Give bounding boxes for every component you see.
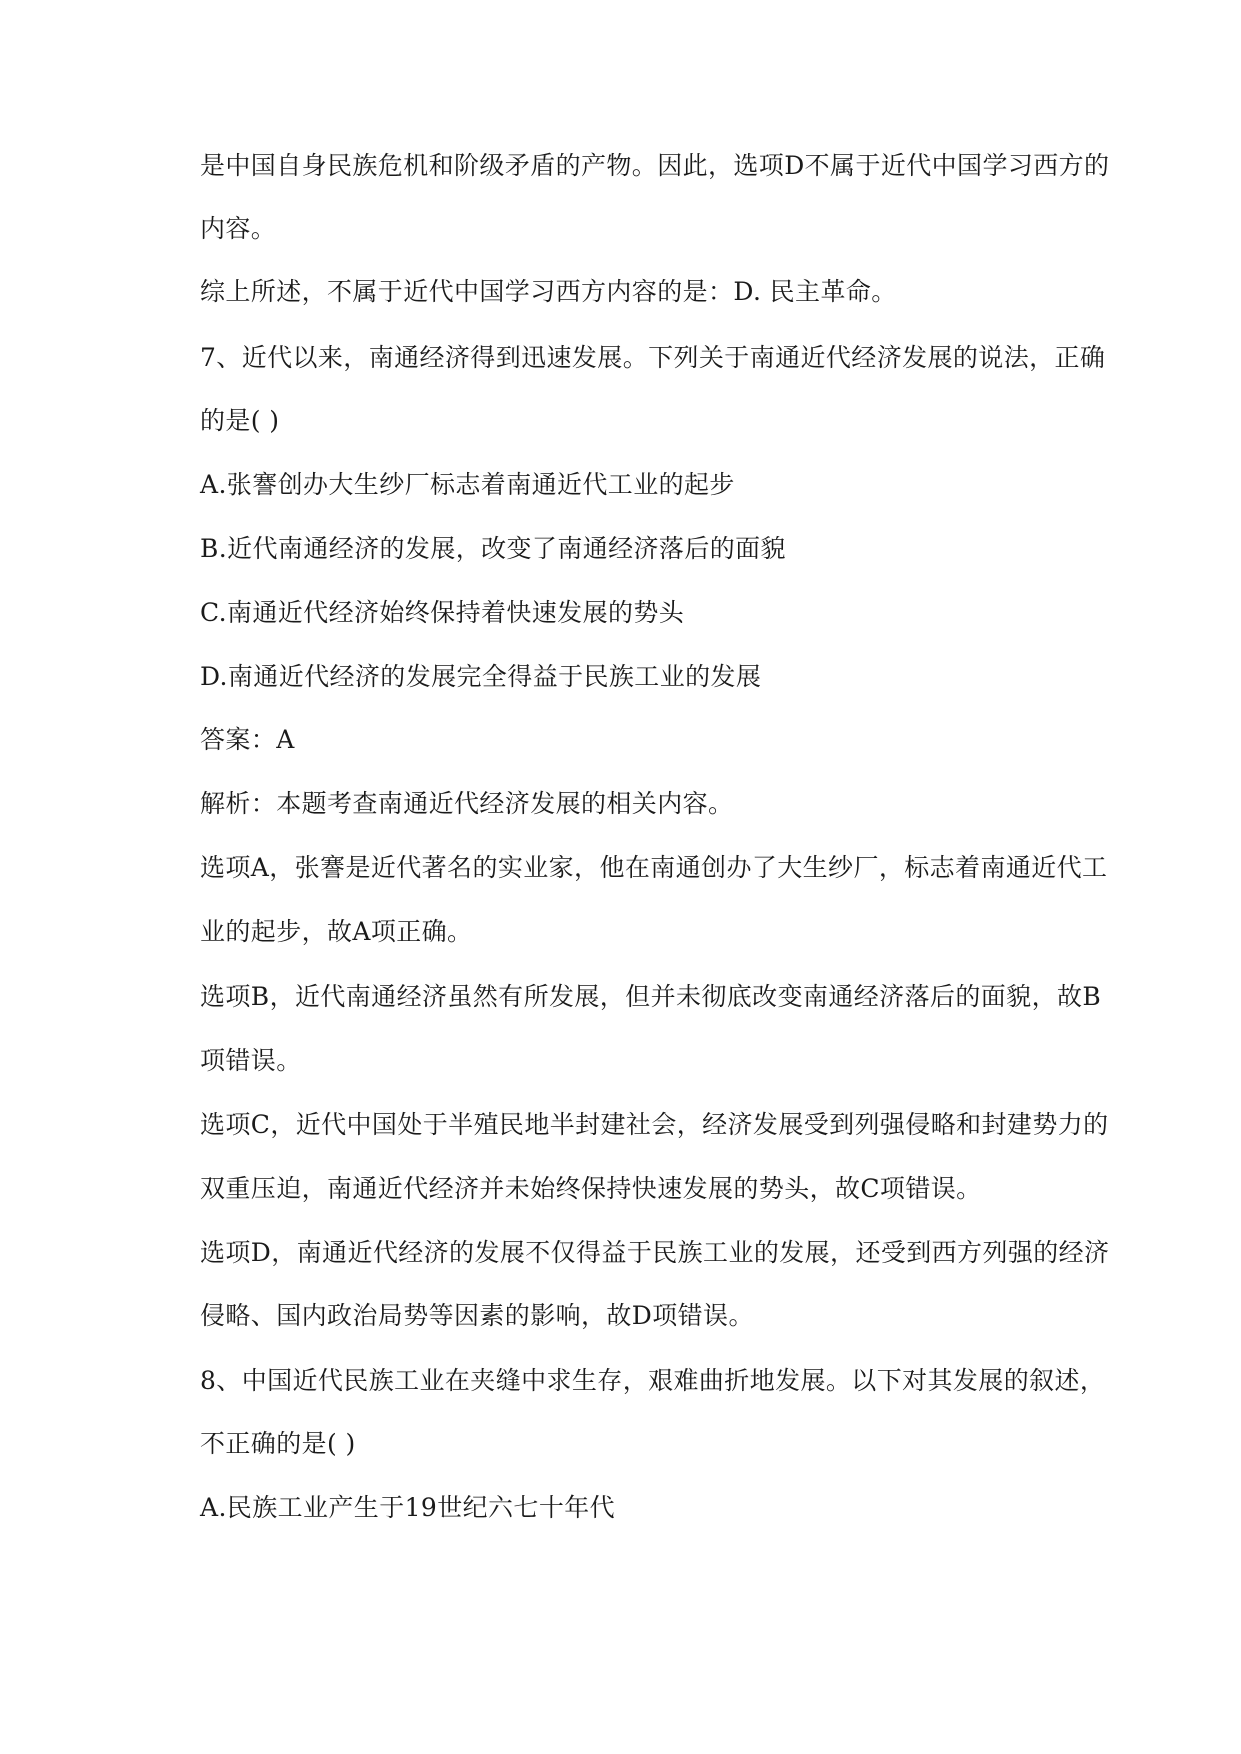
analysis-line: 解析：本题考查南通近代经济发展的相关内容。 [200, 789, 734, 818]
question-7-stem-cont: 的是( ) [200, 406, 280, 435]
question-8-stem-cont: 不正确的是( ) [200, 1429, 356, 1458]
option-a: A.民族工业产生于19世纪六七十年代 [200, 1493, 616, 1522]
text-line: 侵略、国内政治局势等因素的影响，故D项错误。 [200, 1301, 754, 1330]
text-line: 内容。 [200, 214, 277, 243]
text-line: 项错误。 [200, 1046, 302, 1075]
text-line: 双重压迫，南通近代经济并未始终保持快速发展的势头，故C项错误。 [200, 1174, 982, 1203]
text-line: 综上所述，不属于近代中国学习西方内容的是：D. 民主革命。 [200, 277, 897, 306]
text-line: 选项D，南通近代经济的发展不仅得益于民族工业的发展，还受到西方列强的经济 [200, 1238, 1110, 1267]
option-a: A.张謇创办大生纱厂标志着南通近代工业的起步 [200, 470, 735, 499]
option-d: D.南通近代经济的发展完全得益于民族工业的发展 [200, 662, 762, 691]
question-7-stem: 7、近代以来，南通经济得到迅速发展。下列关于南通近代经济发展的说法，正确 [200, 343, 1106, 372]
question-8-stem: 8、中国近代民族工业在夹缝中求生存，艰难曲折地发展。以下对其发展的叙述， [200, 1366, 1106, 1395]
text-line: 选项B，近代南通经济虽然有所发展，但并未彻底改变南通经济落后的面貌，故B [200, 982, 1102, 1011]
text-line: 是中国自身民族危机和阶级矛盾的产物。因此，选项D不属于近代中国学习西方的 [200, 151, 1110, 180]
text-line: 业的起步，故A项正确。 [200, 917, 473, 946]
option-c: C.南通近代经济始终保持着快速发展的势头 [200, 598, 685, 627]
text-line: 选项A，张謇是近代著名的实业家，他在南通创办了大生纱厂，标志着南通近代工 [200, 853, 1108, 882]
answer-line: 答案：A [200, 725, 295, 754]
option-b: B.近代南通经济的发展，改变了南通经济落后的面貌 [200, 534, 786, 563]
text-line: 选项C，近代中国处于半殖民地半封建社会，经济发展受到列强侵略和封建势力的 [200, 1110, 1109, 1139]
